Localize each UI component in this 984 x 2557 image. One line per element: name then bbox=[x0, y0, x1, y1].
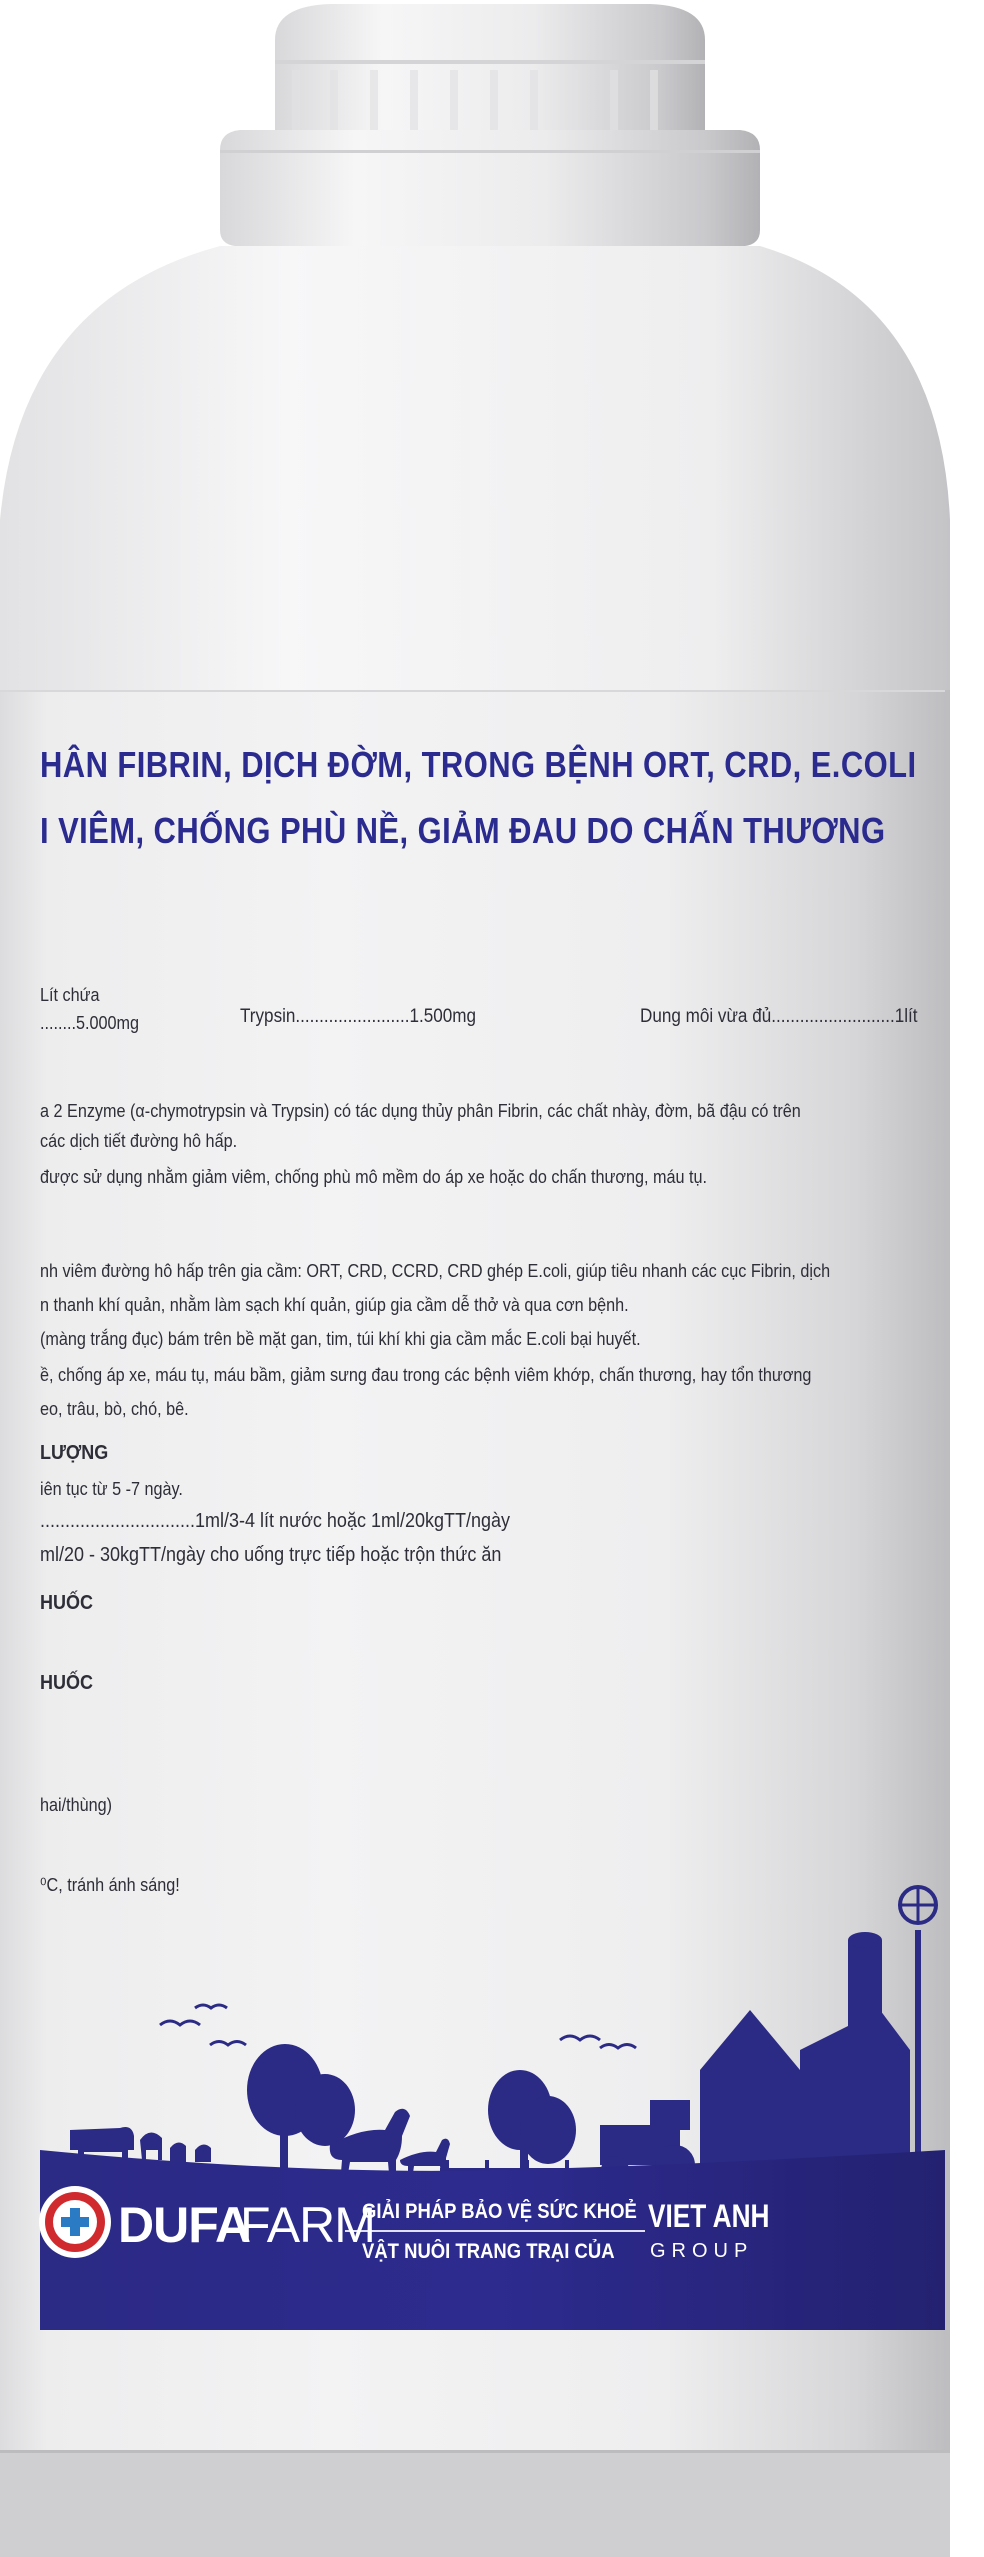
brand-slogan-line-1: GIẢI PHÁP BẢO VỆ SỨC KHOẺ bbox=[362, 2200, 637, 2223]
composition-header: Lít chứa bbox=[40, 985, 100, 1005]
description-line-3: được sử dụng nhằm giảm viêm, chống phù mô mềm do áp xe hoặc do chấn thương, máu tụ. bbox=[40, 1167, 708, 1187]
headline-line-2: I VIÊM, CHỐNG PHÙ NỀ, GIẢM ĐAU DO CHẤN THƯƠNG bbox=[40, 810, 886, 851]
headline-line-1: HÂN FIBRIN, DỊCH ĐỜM, TRONG BỆNH ORT, CRD, E.COLI bbox=[40, 744, 917, 785]
indications-line-1: nh viêm đường hô hấp trên gia cầm: ORT, CRD, CCRD, CRD ghép E.coli, giúp tiêu nhanh các cục Fibrin, dịch bbox=[40, 1261, 831, 1281]
storage-text: ⁰C, tránh ánh sáng! bbox=[40, 1875, 180, 1895]
brand-group-name: VIET ANH bbox=[648, 2198, 770, 2234]
description-line-2: các dịch tiết đường hô hấp. bbox=[40, 1131, 238, 1151]
indications-line-3: (màng trắng đục) bám trên bề mặt gan, tim, túi khí khi gia cầm mắc E.coli bại huyết. bbox=[40, 1329, 641, 1349]
packaging-text: hai/thùng) bbox=[40, 1795, 113, 1815]
composition-item-1: ........5.000mg bbox=[40, 1013, 140, 1033]
section-title-1: HUỐC bbox=[40, 1592, 94, 1614]
dosage-title: LƯỢNG bbox=[40, 1442, 109, 1464]
brand-slogan-line-2: VẬT NUÔI TRANG TRẠI CỦA bbox=[362, 2240, 615, 2263]
description-line-1: a 2 Enzyme (α-chymotrypsin và Trypsin) có tác dụng thủy phân Fibrin, các chất nhày, đờm, bã đậu có trên bbox=[40, 1101, 801, 1121]
brand-logo-dufa: DUFA bbox=[118, 2197, 251, 2253]
dosage-line-1: iên tục từ 5 -7 ngày. bbox=[40, 1479, 183, 1499]
composition-item-3: Dung môi vừa đủ..........................1lít bbox=[640, 1006, 918, 1027]
dosage-line-2: ...............................1ml/3-4 lít nước hoặc 1ml/20kgTT/ngày bbox=[40, 1510, 511, 1532]
section-title-2: HUỐC bbox=[40, 1672, 94, 1694]
indications-line-2: n thanh khí quản, nhằm làm sạch khí quản, giúp gia cầm dễ thở và qua cơn bệnh. bbox=[40, 1295, 629, 1315]
brand-group-label: GROUP bbox=[650, 2240, 754, 2262]
brand-logo-farm: FARM bbox=[240, 2197, 375, 2253]
indications-line-5: eo, trâu, bò, chó, bê. bbox=[40, 1399, 189, 1419]
composition-item-2: Trypsin........................1.500mg bbox=[240, 1006, 476, 1027]
indications-line-4: ề, chống áp xe, máu tụ, máu bầm, giảm sưng đau trong các bệnh viêm khớp, chấn thương, hay tổn thương bbox=[40, 1365, 812, 1385]
dosage-line-3: ml/20 - 30kgTT/ngày cho uống trực tiếp hoặc trộn thức ăn bbox=[40, 1544, 502, 1566]
